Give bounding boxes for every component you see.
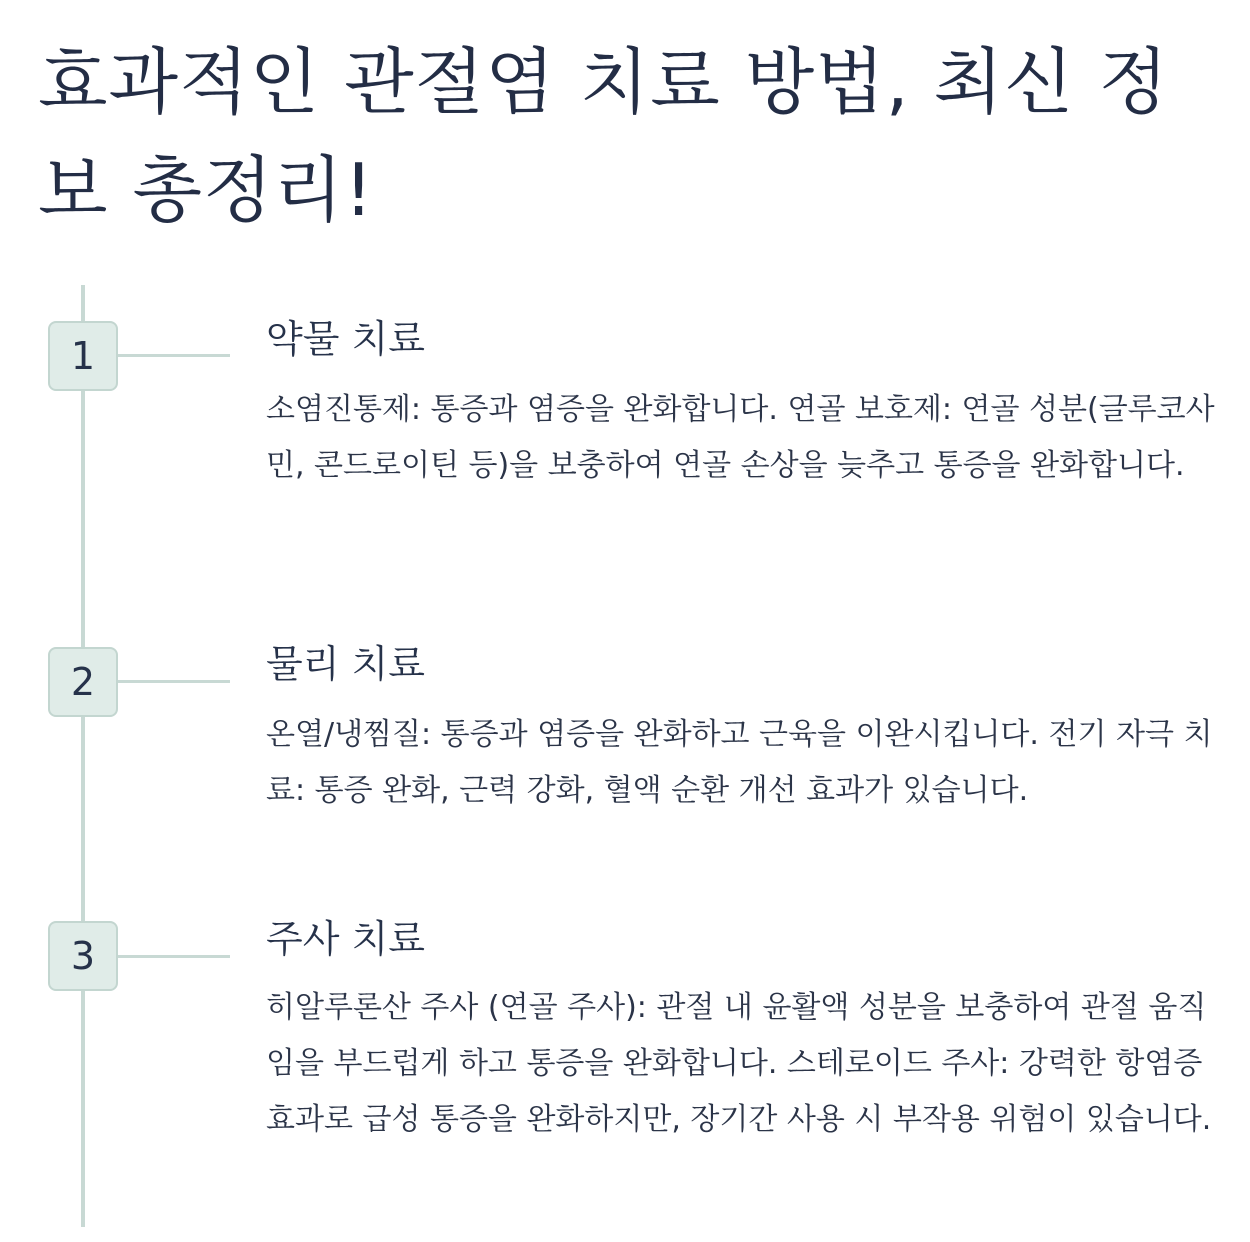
step-title: 주사 치료 <box>266 917 425 961</box>
step-number-badge: 1 <box>48 321 118 391</box>
step-number-badge: 3 <box>48 921 118 991</box>
step-description: 온열/냉찜질: 통증과 염증을 완화하고 근육을 이완시킵니다. 전기 자극 치료: 통증 완화, 근력 강화, 혈액 순환 개선 효과가 있습니다. <box>266 717 1213 808</box>
timeline-line <box>81 285 85 1227</box>
step-number-badge: 2 <box>48 647 118 717</box>
step-title: 약물 치료 <box>266 317 425 361</box>
step-description: 소염진통제: 통증과 염증을 완화합니다. 연골 보호제: 연골 성분(글루코사민, 콘드로이틴 등)을 보충하여 연골 손상을 늦추고 통증을 완화합니다. <box>266 392 1215 483</box>
step-description: 히알루론산 주사 (연골 주사): 관절 내 윤활액 성분을 보충하여 관절 움직임을 부드럽게 하고 통증을 완화합니다. 스테로이드 주사: 강력한 항염증 효과로 급성 통증을 완화하지만, 장기간 사용 시 부작용 위험이 있습니다. <box>266 990 1212 1137</box>
step-connector-line <box>118 955 230 958</box>
page-title: 효과적인 관절염 치료 방법, 최신 정보 총정리! <box>38 40 1170 232</box>
step-connector-line <box>118 354 230 357</box>
step-title: 물리 치료 <box>266 642 425 686</box>
step-connector-line <box>118 680 230 683</box>
